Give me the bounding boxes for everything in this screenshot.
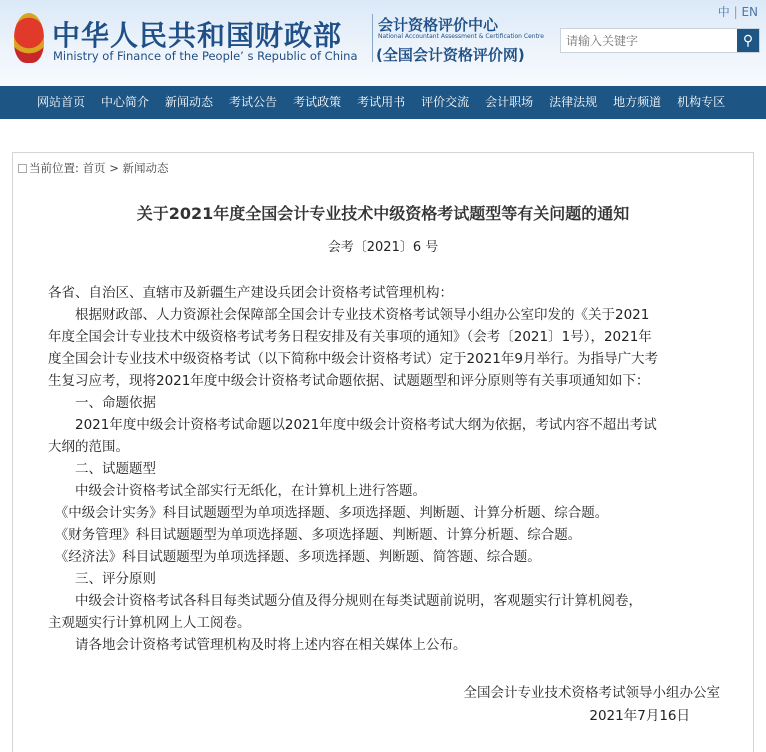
text-line: 根据财政部、人力资源社会保障部全国会计专业技术资格考试领导小组办公室印发的《关于2021 [48,307,650,323]
nav-exam-policy[interactable]: 考试政策 [293,95,342,109]
text-line: 一、命题依据 [48,395,156,411]
nav-institutions[interactable]: 机构专区 [677,95,726,109]
center-name-en: National Accountant Assessment & Certification Centre [378,33,544,40]
text-line: 中级会计资格考试全部实行无纸化，在计算机上进行答题。 [48,483,426,499]
search-button[interactable] [737,29,759,52]
nav-laws[interactable]: 法律法规 [549,95,598,109]
search-input[interactable] [561,29,737,52]
text-line: 年度全国会计专业技术中级资格考试考务日程安排及有关事项的通知》（会考〔2021〕1号），2021年 [48,329,652,345]
text-line: 中级会计资格考试各科目每类试题分值及得分规则在每类试题前说明，客观题实行计算机阅卷， [48,593,642,609]
signature: 全国会计专业技术资格考试领导小组办公室 [463,685,720,701]
breadcrumb-sep: > [109,161,119,175]
text-line: 三、评分原则 [48,571,156,587]
nav-exchange[interactable]: 评价交流 [421,95,470,109]
date: 2021年7月16日 [589,708,690,724]
text-line: 二、试题题型 [48,461,156,477]
article-body [48,282,728,656]
text-line: 大纲的范围。 [48,439,129,455]
center-name: 会计资格评价中心 [378,16,499,34]
search-box [560,28,760,53]
text-line: 《中级会计实务》科目试题题型为单项选择题、多项选择题、判断题、计算分析题、综合题。 [48,505,609,521]
breadcrumb [18,160,168,176]
text-line: 度全国会计专业技术中级资格考试（以下简称中级会计资格考试）定于2021年9月举行。为指导广大考 [48,351,658,367]
location-icon [18,164,27,173]
center-site-name: (全国会计资格评价网) [376,46,525,64]
nav-news[interactable]: 新闻动态 [165,95,214,109]
breadcrumb-label: 当前位置: [29,161,79,175]
nav-local[interactable]: 地方频道 [613,95,662,109]
language-switch [718,3,758,20]
search-icon: ⚲ [742,32,754,48]
lang-en-link[interactable]: EN [741,5,758,19]
ministry-title-en: Ministry of Finance of the People’ s Republic of China [53,49,358,63]
site-header [0,0,766,86]
main-nav [0,86,766,119]
nav-career[interactable]: 会计职场 [485,95,534,109]
document-number: 会考〔2021〕6 号 [327,240,439,255]
text-line: 2021年度中级会计资格考试命题以2021年度中级会计资格考试大纲为依据，考试内容不超出考试 [48,417,657,433]
article-title: 关于2021年度全国会计专业技术中级资格考试题型等有关问题的通知 [136,204,630,223]
ministry-title: 中华人民共和国财政部 [52,19,343,52]
nav-exam-books[interactable]: 考试用书 [357,95,406,109]
text-line: 各省、自治区、直辖市及新疆生产建设兵团会计资格考试管理机构： [48,285,453,301]
text-line: 主观题实行计算机网上人工阅卷。 [48,615,251,631]
lang-separator: | [733,5,738,19]
breadcrumb-current[interactable]: 新闻动态 [122,161,169,175]
breadcrumb-home[interactable]: 首页 [82,161,106,175]
nav-about[interactable]: 中心简介 [101,95,150,109]
nav-exam-notices[interactable]: 考试公告 [229,95,278,109]
national-emblem-logo [14,13,44,63]
divider [372,14,373,62]
nav-home[interactable]: 网站首页 [37,95,86,109]
text-line: 《财务管理》科目试题题型为单项选择题、多项选择题、判断题、计算分析题、综合题。 [48,527,582,543]
text-line: 生复习应考，现将2021年度中级会计资格考试命题依据、试题题型和评分原则等有关事项通知如下： [48,373,650,389]
text-line: 《经济法》科目试题题型为单项选择题、多项选择题、判断题、简答题、综合题。 [48,549,541,565]
lang-cn-link[interactable]: 中 [717,5,730,19]
text-line: 请各地会计资格考试管理机构及时将上述内容在相关媒体上公布。 [48,637,467,653]
